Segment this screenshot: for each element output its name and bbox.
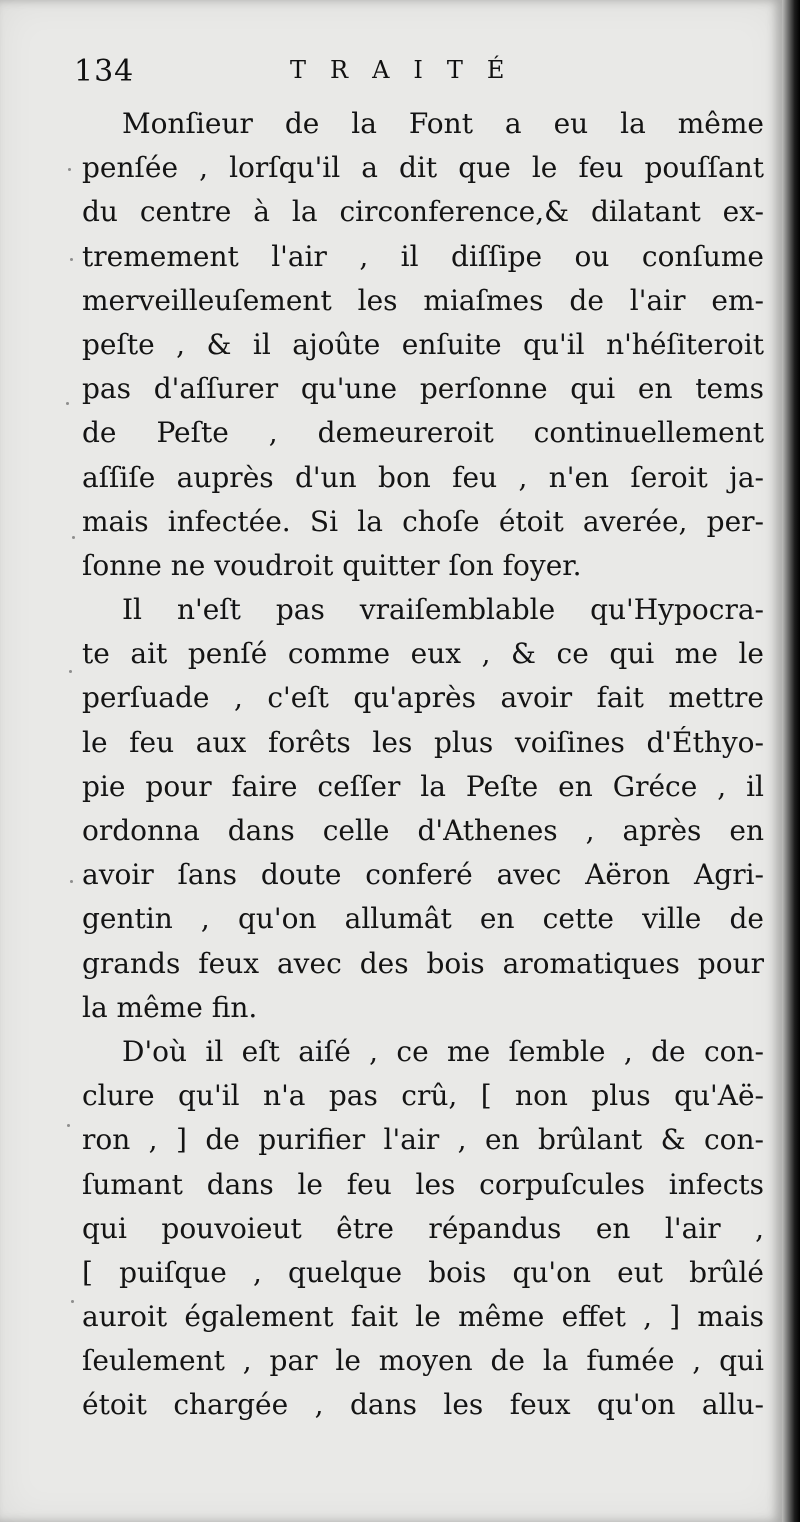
text-line: qui pouvoieut être répandus en l'air , <box>82 1211 764 1245</box>
print-speck <box>70 880 73 883</box>
text-line: Il n'eſt pas vraiſemblable qu'Hypocra- <box>122 593 764 627</box>
text-line: de Peſte , demeureroit continuellement <box>82 416 764 450</box>
text-line: gentin , qu'on allumât en cette ville de <box>82 902 764 936</box>
text-line: ordonna dans celle d'Athenes , après en <box>82 814 764 847</box>
text-line: du centre à la circonference,& dilatant ex- <box>82 195 764 229</box>
print-speck <box>66 402 69 405</box>
print-speck <box>69 670 72 673</box>
print-speck <box>72 536 75 539</box>
text-line: aſſiſe auprès d'un bon feu , n'en ſeroit ja- <box>82 460 764 494</box>
text-line: pie pour faire ceſſer la Peſte en Gréce , il <box>82 769 764 803</box>
text-line: mais infectée. Si la choſe étoit averée, per- <box>82 504 764 538</box>
text-line: perſuade , c'eſt qu'après avoir fait mettre <box>82 681 764 715</box>
running-title: TRAITÉ <box>290 56 529 84</box>
text-line: clure qu'il n'a pas crû, [ non plus qu'Aë- <box>82 1079 764 1113</box>
text-line: la même fin. <box>82 990 258 1024</box>
print-speck <box>70 258 73 261</box>
text-line: le feu aux forêts les plus voiſines d'Éthyo- <box>82 725 764 759</box>
text-line: ſumant dans le feu les corpuſcules infects <box>82 1167 764 1201</box>
text-line: avoir ſans doute conferé avec Aëron Agri- <box>82 858 764 892</box>
print-speck <box>71 1300 74 1303</box>
text-line: ron , ] de purifier l'air , en brûlant & con- <box>82 1123 764 1157</box>
text-line: pas d'aſſurer qu'une perſonne qui en tems <box>82 372 764 406</box>
print-speck <box>68 168 71 171</box>
running-header <box>62 54 762 104</box>
text-line: tremement l'air , il diſſipe ou conſume <box>82 239 764 273</box>
body-text <box>82 102 764 1428</box>
print-speck <box>67 1124 70 1127</box>
text-line: penſée , lorſqu'il a dit que le feu pouſſant <box>82 151 764 185</box>
text-line: ſonne ne voudroit quitter ſon foyer. <box>82 548 582 582</box>
text-line: grands feux avec des bois aromatiques pour <box>82 946 764 980</box>
text-line: auroit également fait le même effet , ] mais <box>82 1300 764 1334</box>
text-line: merveilleuſement les miaſmes de l'air em- <box>82 283 764 317</box>
text-line: étoit chargée , dans les feux qu'on allu- <box>82 1388 764 1422</box>
text-line: [ puiſque , quelque bois qu'on eut brûlé <box>82 1255 764 1289</box>
text-line: D'où il eſt aiſé , ce me ſemble , de con- <box>122 1034 764 1068</box>
text-line: te ait penſé comme eux , & ce qui me le <box>82 637 764 671</box>
text-line: ſeulement , par le moyen de la fumée , qui <box>82 1344 764 1378</box>
book-spine-shadow <box>782 0 800 1522</box>
page-number: 134 <box>74 54 135 89</box>
text-line: Monſieur de la Font a eu la même <box>122 107 764 140</box>
text-line: peſte , & il ajoûte enſuite qu'il n'héſiteroit <box>82 327 764 361</box>
